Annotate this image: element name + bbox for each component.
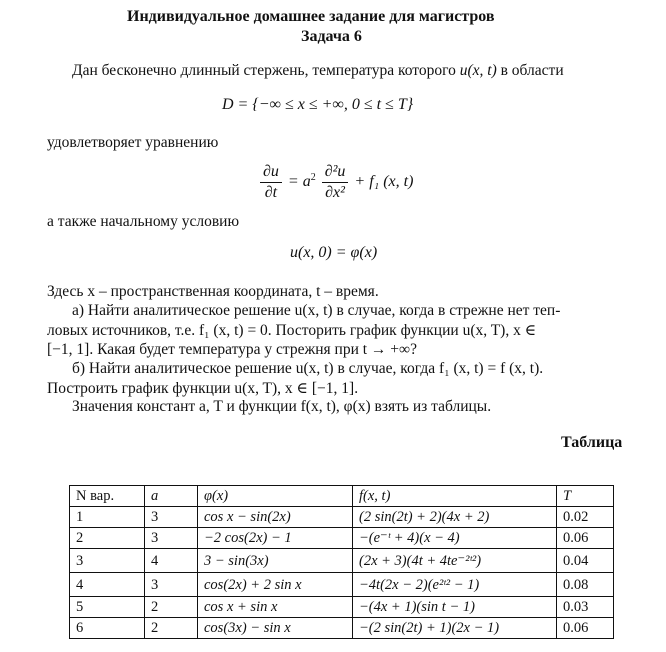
header-a: a xyxy=(145,486,198,507)
pde-rhs-numerator: ∂²u xyxy=(322,163,349,183)
cell-a: 2 xyxy=(145,618,198,639)
cell-T: 0.03 xyxy=(557,597,614,618)
cell-f: −(4x + 1)(sin t − 1) xyxy=(353,597,557,618)
paragraph-equation-intro: удовлетворяет уравнению xyxy=(47,134,219,151)
pde-lhs-numerator: ∂u xyxy=(260,163,282,183)
cell-a: 3 xyxy=(145,528,198,549)
paragraph-intro xyxy=(72,62,564,80)
cell-T: 0.02 xyxy=(557,507,614,528)
part-a-line-2: ловых источников, т.е. f₁ (x, t) = 0. Посторить график функции u(x, T), x ∈ xyxy=(47,322,537,339)
intro-function: u(x, t) xyxy=(459,62,497,79)
cell-a: 3 xyxy=(145,507,198,528)
variants-table xyxy=(69,485,614,639)
table-row xyxy=(70,618,614,639)
constants-instruction: Значения констант a, T и функции f(x, t), φ(x) взять из таблицы. xyxy=(72,398,492,415)
cell-phi: cos(3x) − sin x xyxy=(198,618,353,639)
header-T: T xyxy=(557,486,614,507)
cell-f: (2x + 3)(4t + 4te⁻²ᵗ²) xyxy=(353,549,557,573)
cell-variant: 4 xyxy=(70,573,145,597)
cell-variant: 1 xyxy=(70,507,145,528)
cell-f: (2 sin(2t) + 2)(4x + 2) xyxy=(353,507,557,528)
cell-variant: 5 xyxy=(70,597,145,618)
cell-phi: −2 cos(2x) − 1 xyxy=(198,528,353,549)
pde-a-exponent: 2 xyxy=(310,171,316,183)
header-variant: N вар. xyxy=(70,486,145,507)
intro-tail: в области xyxy=(500,62,564,79)
pde-equation xyxy=(258,163,413,202)
cell-variant: 3 xyxy=(70,549,145,573)
table-row xyxy=(70,597,614,618)
paragraph-initial-condition-intro: а также начальному условию xyxy=(47,213,240,230)
cell-T: 0.06 xyxy=(557,618,614,639)
cell-T: 0.04 xyxy=(557,549,614,573)
cell-a: 2 xyxy=(145,597,198,618)
cell-phi: cos x − sin(2x) xyxy=(198,507,353,528)
table-row xyxy=(70,549,614,573)
cell-phi: 3 − sin(3x) xyxy=(198,549,353,573)
cell-f: −4t(2x − 2)(e²ᵗ² − 1) xyxy=(353,573,557,597)
table-row xyxy=(70,528,614,549)
pde-lhs-fraction xyxy=(260,163,282,202)
pde-equals: = a xyxy=(287,173,311,191)
cell-T: 0.06 xyxy=(557,528,614,549)
intro-text: Дан бесконечно длинный стержень, температура которого xyxy=(72,62,456,79)
cell-T: 0.08 xyxy=(557,573,614,597)
cell-a: 4 xyxy=(145,549,198,573)
cell-a: 3 xyxy=(145,573,198,597)
initial-condition: u(x, 0) = φ(x) xyxy=(290,244,378,261)
table-caption: Таблица xyxy=(561,434,623,451)
paragraph-variables: Здесь x – пространственная координата, t – время. xyxy=(47,283,379,300)
cell-phi: cos(2x) + 2 sin x xyxy=(198,573,353,597)
cell-variant: 2 xyxy=(70,528,145,549)
cell-f: −(e⁻ᵗ + 4)(x − 4) xyxy=(353,528,557,549)
table-row xyxy=(70,507,614,528)
table-row xyxy=(70,573,614,597)
part-a-line-3: [−1, 1]. Какая будет температура у стрежня при t → +∞? xyxy=(47,341,417,358)
pde-rhs-fraction xyxy=(322,163,349,202)
cell-f: −(2 sin(2t) + 1)(2x − 1) xyxy=(353,618,557,639)
part-b-line-1: б) Найти аналитическое решение u(x, t) в случае, когда f₁ (x, t) = f (x, t). xyxy=(72,360,544,377)
pde-rhs-denominator: ∂x² xyxy=(325,184,345,201)
part-a-line-1: а) Найти аналитическое решение u(x, t) в случае, когда в стрежне нет теп- xyxy=(72,302,561,319)
header-phi: φ(x) xyxy=(198,486,353,507)
pde-tail: + f₁ (x, t) xyxy=(354,173,414,191)
cell-phi: cos x + sin x xyxy=(198,597,353,618)
doc-title: Индивидуальное домашнее задание для магистров xyxy=(127,8,495,25)
table-header-row xyxy=(70,486,614,507)
cell-variant: 6 xyxy=(70,618,145,639)
task-number: Задача 6 xyxy=(301,28,362,45)
header-f: f(x, t) xyxy=(353,486,557,507)
part-b-line-2: Построить график функции u(x, T), x ∈ [−1, 1]. xyxy=(47,380,359,397)
pde-lhs-denominator: ∂t xyxy=(264,184,278,201)
domain-equation: D = {−∞ ≤ x ≤ +∞, 0 ≤ t ≤ T} xyxy=(222,96,414,113)
